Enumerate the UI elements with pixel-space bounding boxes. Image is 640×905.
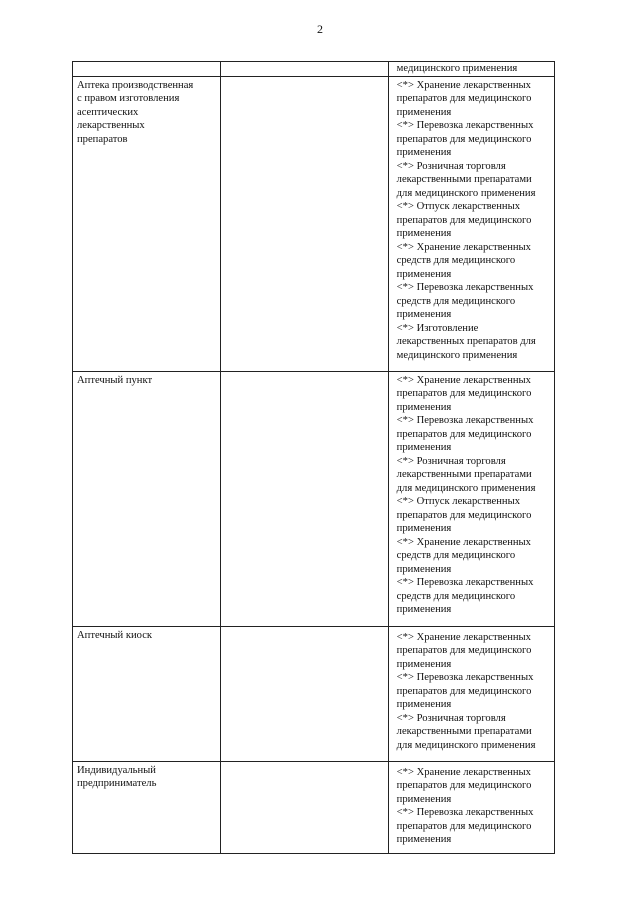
activity-item: <*> Хранение лекарственных препаратов для медицинского применения: [396, 766, 532, 805]
activities-cell: [388, 76, 554, 371]
activity-item: <*> Изготовление лекарственных препаратов для медицинского применения: [396, 322, 536, 361]
activities-cell: [388, 761, 554, 853]
activity-item: медицинского применения: [396, 63, 518, 74]
activity-item: <*> Перевозка лекарственных препаратов для медицинского применения: [396, 807, 534, 845]
activity-item: <*> Отпуск лекарственных препаратов для медицинского применения: [396, 496, 532, 534]
page-number: 2: [317, 22, 323, 36]
activities-cell: [388, 371, 554, 626]
activity-item: <*> Розничная торговля лекарственными препаратами для медицинского применения: [396, 160, 536, 199]
activities-cell: [388, 62, 554, 77]
empty-cell: [221, 371, 388, 626]
activity-item: <*> Перевозка лекарственных средств для медицинского применения: [396, 577, 534, 615]
table-row: [73, 76, 555, 371]
activities-cell: [388, 626, 554, 761]
organization-type-cell: [73, 62, 221, 77]
organization-type-cell: Индивидуальный предприниматель: [73, 761, 221, 853]
empty-cell: [221, 761, 388, 853]
table-row: [73, 371, 555, 626]
activity-item: <*> Хранение лекарственных средств для медицинского применения: [396, 536, 531, 575]
table-row: [73, 626, 555, 761]
table-row: [73, 62, 555, 77]
table-row: [73, 761, 555, 853]
activity-item: <*> Перевозка лекарственных препаратов для медицинского применения: [396, 415, 534, 453]
organization-type-cell: Аптека производственная с правом изготовления асептических лекарственных препаратов: [73, 76, 221, 371]
empty-cell: [221, 76, 388, 371]
activity-item: <*> Розничная торговля лекарственными препаратами для медицинского применения: [396, 455, 536, 494]
activity-item: <*> Перевозка лекарственных препаратов для медицинского применения: [396, 120, 534, 158]
empty-cell: [221, 626, 388, 761]
activity-item: <*> Хранение лекарственных препаратов для медицинского применения: [396, 79, 532, 118]
activity-item: <*> Хранение лекарственных препаратов для медицинского применения: [396, 631, 532, 670]
license-activities-table: [72, 61, 555, 854]
activity-item: <*> Перевозка лекарственных препаратов для медицинского применения: [396, 672, 534, 710]
empty-cell: [221, 62, 388, 77]
organization-type-cell: Аптечный киоск: [73, 626, 221, 761]
organization-type-cell: Аптечный пункт: [73, 371, 221, 626]
activity-item: <*> Розничная торговля лекарственными препаратами для медицинского применения: [396, 712, 536, 751]
activity-item: <*> Хранение лекарственных препаратов для медицинского применения: [396, 374, 532, 413]
activity-item: <*> Хранение лекарственных средств для медицинского применения: [396, 241, 531, 280]
activity-item: <*> Перевозка лекарственных средств для медицинского применения: [396, 282, 534, 320]
activity-item: <*> Отпуск лекарственных препаратов для медицинского применения: [396, 201, 532, 239]
